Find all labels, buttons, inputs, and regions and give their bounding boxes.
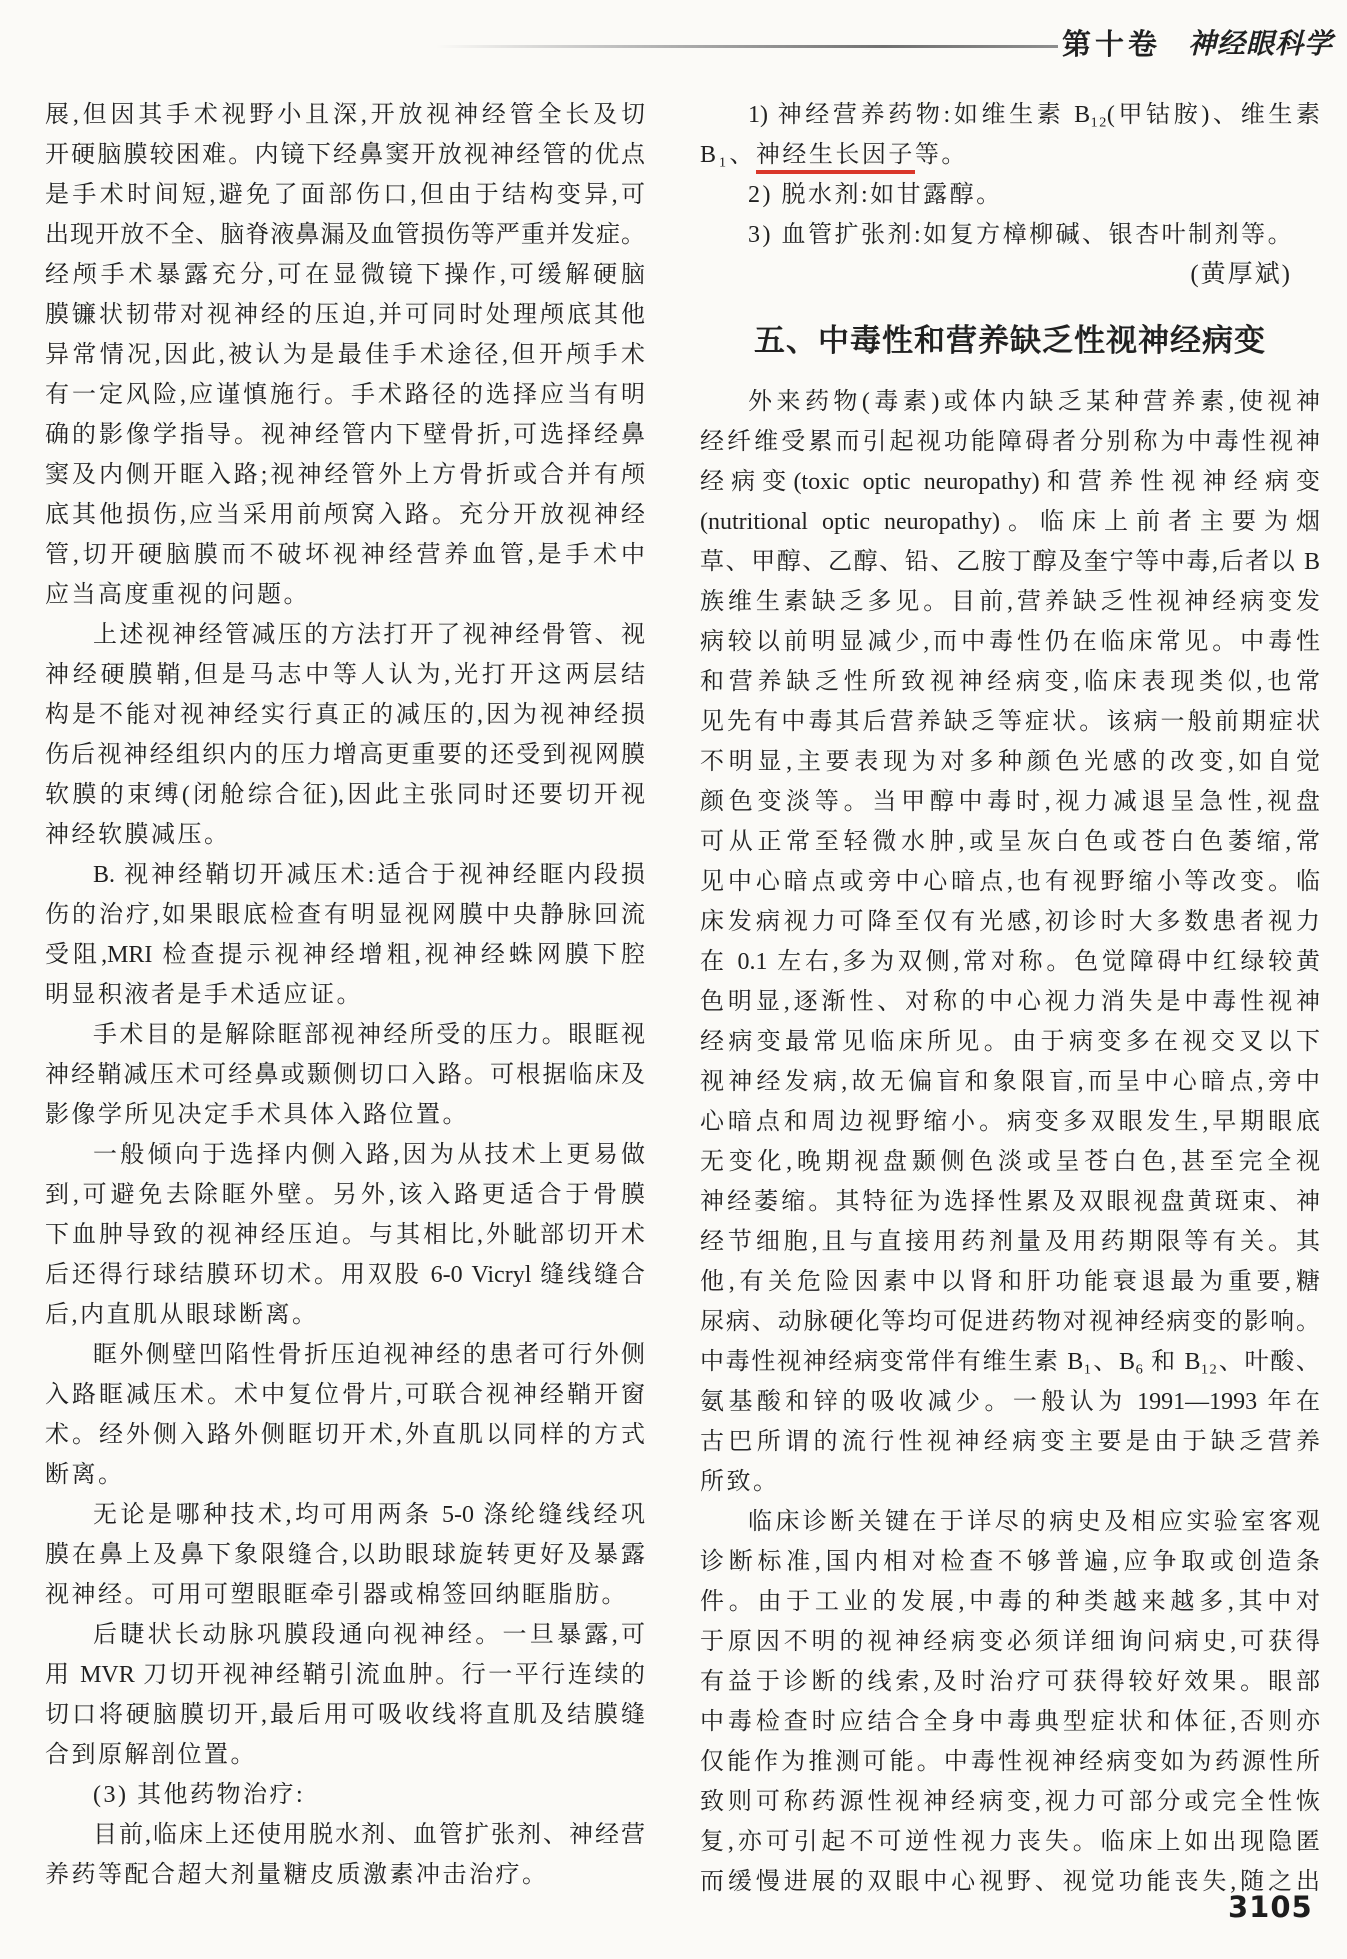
text-line: 膜镰状韧带对视神经的压迫,并可同时处理颅底其他	[45, 302, 645, 328]
text-line: 草、甲醇、乙醇、铅、乙胺丁醇及奎宁等中毒,后者以 B	[700, 549, 1320, 575]
text-line: 术。经外侧入路外侧眶切开术,外直肌以同样的方式	[45, 1422, 645, 1448]
text-line: 1) 神经营养药物:如维生素 B₁₂(甲钴胺)、维生素	[748, 102, 1320, 128]
text-line: 诊断标准,国内相对检查不够普遍,应争取或创造条	[700, 1549, 1320, 1575]
text-line	[700, 135, 1320, 175]
section-heading: 五、中毒性和营养缺乏性视神经病变	[754, 323, 1266, 358]
text-line: (3) 其他药物治疗:	[93, 1782, 306, 1808]
author-credit: (黄厚斌)	[1190, 261, 1292, 288]
text-line: 见中心暗点或旁中心暗点,也有视野缩小等改变。临	[700, 869, 1320, 895]
text-line: 仅能作为推测可能。中毒性视神经病变如为药源性所	[700, 1749, 1320, 1775]
text-line: 眶外侧壁凹陷性骨折压迫视神经的患者可行外侧	[93, 1342, 645, 1368]
right-column	[700, 95, 1320, 1902]
text-line: 和营养缺乏性所致视神经病变,临床表现类似,也常	[700, 669, 1320, 695]
text-line: 用 MVR 刀切开视神经鞘引流血肿。行一平行连续的	[45, 1662, 645, 1688]
text-line: 族维生素缺乏多见。目前,营养缺乏性视神经病变发	[700, 589, 1320, 615]
text-line: 养药等配合超大剂量糖皮质激素冲击治疗。	[45, 1862, 549, 1888]
text-line: 明显积液者是手术适应证。	[45, 982, 363, 1008]
text-line: 合到原解剖位置。	[45, 1742, 257, 1768]
header-book-title: 神经眼科学	[1188, 29, 1334, 60]
text-line: 目前,临床上还使用脱水剂、血管扩张剂、神经营	[93, 1822, 645, 1848]
text-line: 到,可避免去除眶外壁。另外,该入路更适合于骨膜	[45, 1182, 645, 1208]
text-line: 色明显,逐渐性、对称的中心视力消失是中毒性视神	[700, 989, 1320, 1015]
text-line: 开硬脑膜较困难。内镜下经鼻窦开放视神经管的优点	[45, 142, 645, 168]
text-line: 切口将硬脑膜切开,最后用可吸收线将直肌及结膜缝	[45, 1702, 645, 1728]
text-line: 见先有中毒其后营养缺乏等症状。该病一般前期症状	[700, 709, 1320, 735]
header-volume-label: 第十卷	[1062, 29, 1162, 61]
text-line: 管,切开硬脑膜而不破坏视神经营养血管,是手术中	[45, 542, 645, 568]
text-line: (nutritional optic neuropathy)。临床上前者主要为烟	[700, 509, 1320, 535]
text-line: 神经软膜减压。	[45, 822, 231, 848]
text-line: 神经萎缩。其特征为选择性累及双眼视盘黄斑束、神	[700, 1189, 1320, 1215]
text-line: 膜在鼻上及鼻下象限缝合,以助眼球旋转更好及暴露	[45, 1542, 645, 1568]
text-segment: B₁、	[700, 142, 756, 168]
text-line: 后睫状长动脉巩膜段通向视神经。一旦暴露,可	[93, 1622, 645, 1648]
text-line: 颜色变淡等。当甲醇中毒时,视力减退呈急性,视盘	[700, 789, 1320, 815]
text-line: 经颅手术暴露充分,可在显微镜下操作,可缓解硬脑	[45, 262, 645, 288]
text-line: 后,内直肌从眼球断离。	[45, 1302, 319, 1328]
text-line: 手术目的是解除眶部视神经所受的压力。眼眶视	[93, 1022, 645, 1048]
text-line: 后还得行球结膜环切术。用双股 6-0 Vicryl 缝线缝合	[45, 1262, 645, 1288]
text-line: 经病变(toxic optic neuropathy)和营养性视神经病变	[700, 469, 1320, 495]
text-line: 可从正常至轻微水肿,或呈灰白色或苍白色萎缩,常	[700, 829, 1320, 855]
text-line: 入路眶减压术。术中复位骨片,可联合视神经鞘开窗	[45, 1382, 645, 1408]
text-line: 不明显,主要表现为对多种颜色光感的改变,如自觉	[700, 749, 1320, 775]
red-underline-annotation: 神经生长因子	[756, 142, 915, 174]
text-line: 确的影像学指导。视神经管内下壁骨折,可选择经鼻	[45, 422, 645, 448]
text-line: 复,亦可引起不可逆性视力丧失。临床上如出现隐匿	[700, 1829, 1320, 1855]
text-line: 在 0.1 左右,多为双侧,常对称。色觉障碍中红绿较黄	[700, 949, 1320, 975]
text-line: 而缓慢进展的双眼中心视野、视觉功能丧失,随之出	[700, 1869, 1320, 1895]
text-line: 临床诊断关键在于详尽的病史及相应实验室客观	[748, 1509, 1320, 1535]
text-line: 床发病视力可降至仅有光感,初诊时大多数患者视力	[700, 909, 1320, 935]
text-line: 致则可称药源性视神经病变,视力可部分或完全性恢	[700, 1789, 1320, 1815]
text-line: 底其他损伤,应当采用前颅窝入路。充分开放视神经	[45, 502, 645, 528]
text-line: 神经硬膜鞘,但是马志中等人认为,光打开这两层结	[45, 662, 645, 688]
text-line: 病较以前明显减少,而中毒性仍在临床常见。中毒性	[700, 629, 1320, 655]
text-line: 3) 血管扩张剂:如复方樟柳碱、银杏叶制剂等。	[748, 222, 1295, 248]
text-line: 无论是哪种技术,均可用两条 5-0 涤纶缝线经巩	[93, 1502, 645, 1528]
text-line: 心暗点和周边视野缩小。病变多双眼发生,早期眼底	[700, 1109, 1320, 1135]
text-line: 出现开放不全、脑脊液鼻漏及血管损伤等严重并发症。	[45, 222, 645, 248]
text-line: 2) 脱水剂:如甘露醇。	[748, 182, 1003, 208]
text-line: 所致。	[700, 1469, 780, 1495]
text-line: 下血肿导致的视神经压迫。与其相比,外眦部切开术	[45, 1222, 645, 1248]
text-line: B. 视神经鞘切开减压术:适合于视神经眶内段损	[93, 862, 645, 888]
text-line: 尿病、动脉硬化等均可促进药物对视神经病变的影响。	[700, 1309, 1320, 1335]
text-line: 展,但因其手术视野小且深,开放视神经管全长及切	[45, 102, 645, 128]
text-line: 应当高度重视的问题。	[45, 582, 310, 608]
text-line: 视神经。可用可塑眼眶牵引器或棉签回纳眶脂肪。	[45, 1582, 628, 1608]
text-line: 有益于诊断的线索,及时治疗可获得较好效果。眼部	[700, 1669, 1320, 1695]
text-line: 件。由于工业的发展,中毒的种类越来越多,其中对	[700, 1589, 1320, 1615]
text-line: 氨基酸和锌的吸收减少。一般认为 1991—1993 年在	[700, 1389, 1320, 1415]
text-line: 断离。	[45, 1462, 125, 1488]
text-line: 一般倾向于选择内侧入路,因为从技术上更易做	[93, 1142, 645, 1168]
text-segment: 等。	[914, 142, 968, 168]
text-line: 是手术时间短,避免了面部伤口,但由于结构变异,可	[45, 182, 645, 208]
text-line: 影像学所见决定手术具体入路位置。	[45, 1102, 469, 1128]
text-line: 视神经发病,故无偏盲和象限盲,而呈中心暗点,旁中	[700, 1069, 1320, 1095]
text-line: 于原因不明的视神经病变必须详细询问病史,可获得	[700, 1629, 1320, 1655]
text-line: 经节细胞,且与直接用药剂量及用药期限等有关。其	[700, 1229, 1320, 1255]
text-line: 构是不能对视神经实行真正的减压的,因为视神经损	[45, 702, 645, 728]
text-line: 外来药物(毒素)或体内缺乏某种营养素,使视神	[748, 389, 1320, 415]
text-line: 经纤维受累而引起视功能障碍者分别称为中毒性视神	[700, 429, 1320, 455]
page-number: 3105	[1228, 1890, 1313, 1924]
text-line: 中毒检查时应结合全身中毒典型症状和体征,否则亦	[700, 1709, 1320, 1735]
text-line: 古巴所谓的流行性视神经病变主要是由于缺乏营养	[700, 1429, 1320, 1455]
text-line: 经病变最常见临床所见。由于病变多在视交叉以下	[700, 1029, 1320, 1055]
text-line: 上述视神经管减压的方法打开了视神经骨管、视	[93, 622, 645, 648]
text-line: 无变化,晚期视盘颞侧色淡或呈苍白色,甚至完全视	[700, 1149, 1320, 1175]
text-line: 他,有关危险因素中以肾和肝功能衰退最为重要,糖	[700, 1269, 1320, 1295]
text-line: 伤的治疗,如果眼底检查有明显视网膜中央静脉回流	[45, 902, 645, 928]
text-line: 软膜的束缚(闭舱综合征),因此主张同时还要切开视	[45, 782, 645, 808]
header-rule	[436, 45, 1058, 48]
text-line: 有一定风险,应谨慎施行。手术路径的选择应当有明	[45, 382, 645, 408]
text-line: 异常情况,因此,被认为是最佳手术途径,但开颅手术	[45, 342, 645, 368]
text-line: 中毒性视神经病变常伴有维生素 B₁、B₆ 和 B₁₂、叶酸、	[700, 1349, 1320, 1375]
text-line: 受阻,MRI 检查提示视神经增粗,视神经蛛网膜下腔	[45, 942, 645, 968]
text-line: 伤后视神经组织内的压力增高更重要的还受到视网膜	[45, 742, 645, 768]
text-line: 神经鞘减压术可经鼻或颞侧切口入路。可根据临床及	[45, 1062, 645, 1088]
text-line: 窦及内侧开眶入路;视神经管外上方骨折或合并有颅	[45, 462, 645, 488]
left-column	[45, 95, 645, 1895]
